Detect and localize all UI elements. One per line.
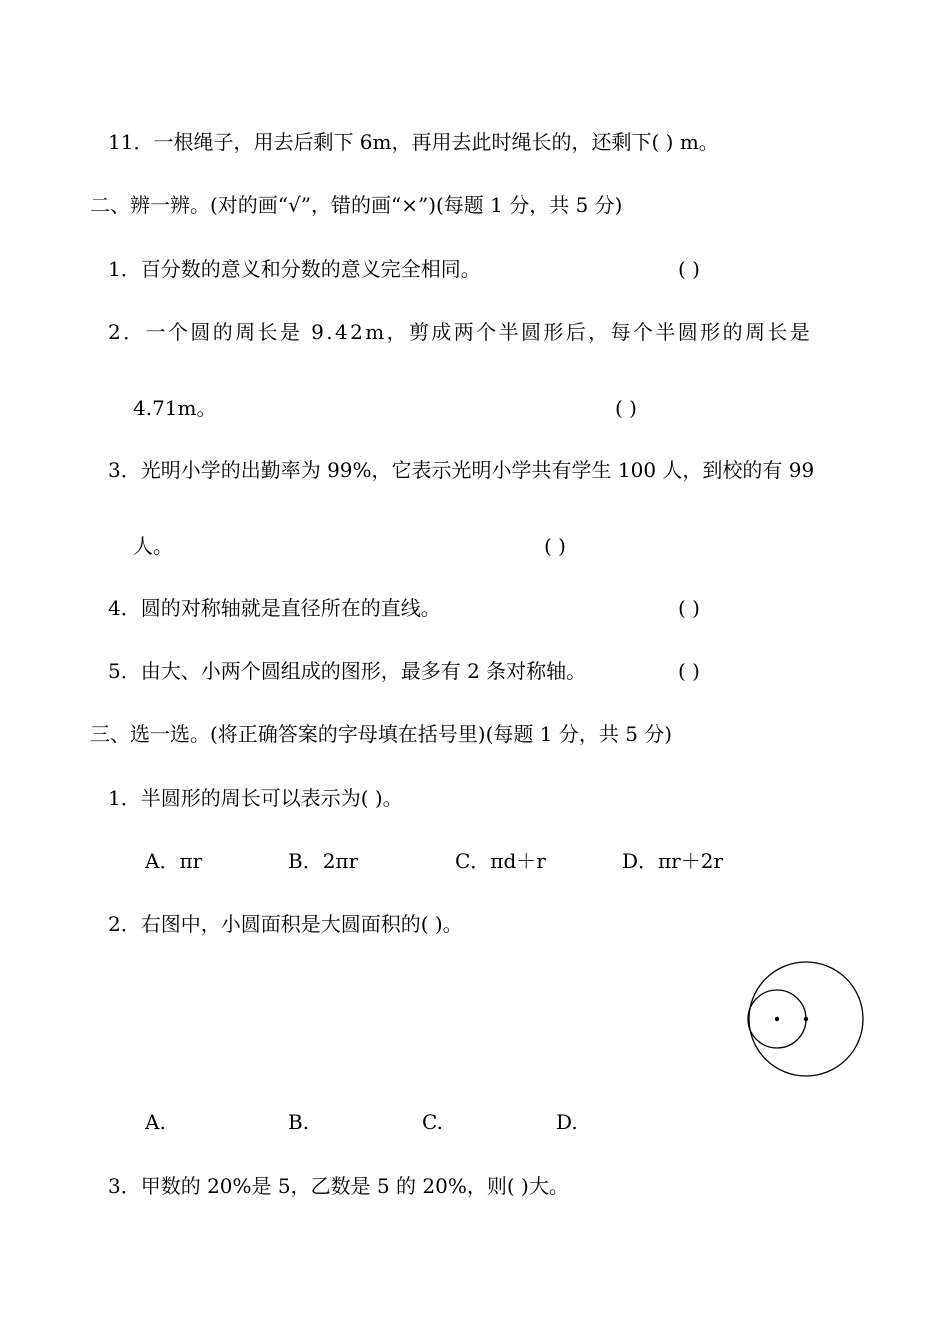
small-circle-center	[775, 1017, 779, 1021]
section-2-heading: 二、辨一辨。(对的画“√”，错的画“×”)(每题 1 分，共 5 分)	[90, 193, 623, 217]
answer-blank-3[interactable]: ( )	[544, 534, 566, 558]
option-d[interactable]: D．πr＋2r	[622, 849, 724, 873]
choice-question-3: 3．甲数的 20%是 5，乙数是 5 的 20%，则( )大。	[108, 1174, 569, 1198]
option-a[interactable]: A．πr	[145, 849, 203, 873]
choice-question-1: 1．半圆形的周长可以表示为( )。	[108, 786, 403, 810]
judge-item-3: 3．光明小学的出勤率为 99%，它表示光明小学共有学生 100 人，到校的有 99	[108, 458, 815, 482]
choice-question-2: 2．右图中，小圆面积是大圆面积的( )。	[108, 912, 463, 936]
option-c[interactable]: C．πd＋r	[455, 849, 546, 873]
judge-item-2-cont: 4.71m。	[133, 396, 217, 420]
answer-blank-4[interactable]: ( )	[678, 596, 700, 620]
judge-item-2: 2．一个圆的周长是 9.42m，剪成两个半圆形后，每个半圆形的周长是	[108, 320, 813, 344]
option-a[interactable]: A.	[145, 1110, 166, 1134]
section-3-heading: 三、选一选。(将正确答案的字母填在括号里)(每题 1 分，共 5 分)	[90, 722, 673, 746]
judge-item-1: 1．百分数的意义和分数的意义完全相同。	[108, 257, 481, 281]
option-c[interactable]: C.	[422, 1110, 443, 1134]
option-d[interactable]: D.	[556, 1110, 578, 1134]
option-b[interactable]: B.	[288, 1110, 310, 1134]
circles-figure	[741, 954, 871, 1084]
question-11: 11．一根绳子，用去后剩下 6m，再用去此时绳长的，还剩下( ) m。	[108, 130, 719, 154]
option-b[interactable]: B．2πr	[288, 849, 359, 873]
judge-item-3-cont: 人。	[133, 534, 173, 558]
judge-item-4: 4．圆的对称轴就是直径所在的直线。	[108, 596, 441, 620]
large-circle-center	[804, 1017, 808, 1021]
answer-blank-1[interactable]: ( )	[678, 257, 700, 281]
answer-blank-5[interactable]: ( )	[678, 659, 700, 683]
answer-blank-2[interactable]: ( )	[615, 396, 637, 420]
judge-item-5: 5．由大、小两个圆组成的图形，最多有 2 条对称轴。	[108, 659, 587, 683]
